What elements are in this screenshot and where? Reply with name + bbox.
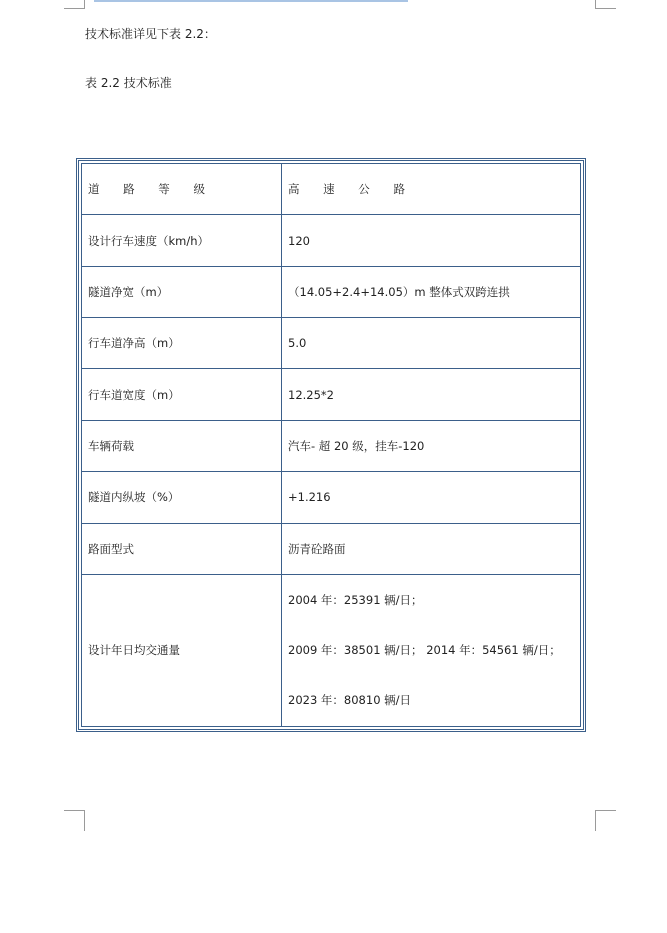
row-label-cell[interactable]: 行车道净高（m） [82,318,282,369]
row-label-cell[interactable]: 行车道宽度（m） [82,369,282,420]
row-label-cell[interactable]: 设计行车速度（km/h） [82,215,282,266]
traffic-line-2023: 2023 年：80810 辆/日 [288,693,412,708]
traffic-line-2009-2014: 2009 年：38501 辆/日； 2014 年：54561 辆/日； [288,643,561,658]
table-row [82,266,581,317]
row-label-cell[interactable]: 车辆荷载 [82,420,282,471]
header-value-cell[interactable]: 高 速 公 路 [282,164,581,215]
margin-corner-bottom-right [595,810,616,831]
traffic-value-cell[interactable] [282,574,581,726]
row-value-cell[interactable]: 12.25*2 [282,369,581,420]
intro-paragraph[interactable]: 技术标准详见下表 2.2： [85,27,216,41]
margin-corner-top-right [595,0,616,9]
table-row [82,215,581,266]
row-label-cell[interactable]: 隧道内纵坡（%） [82,472,282,523]
row-value-cell[interactable]: 沥青砼路面 [282,523,581,574]
technical-standards-table [76,158,586,732]
row-value-cell[interactable]: +1.216 [282,472,581,523]
row-value-cell[interactable]: 120 [282,215,581,266]
row-value-cell[interactable]: 汽车- 超 20 级，挂车-120 [282,420,581,471]
table-caption[interactable]: 表 2.2 技术标准 [85,76,172,90]
row-label-cell[interactable]: 隧道净宽（m） [82,266,282,317]
margin-corner-top-left [64,0,85,9]
table-header-row [82,164,581,215]
traffic-line-2004: 2004 年：25391 辆/日； [288,593,423,608]
table-row [82,523,581,574]
table-row [82,369,581,420]
row-value-cell[interactable]: 5.0 [282,318,581,369]
table-row [82,420,581,471]
table-row [82,318,581,369]
traffic-volume-row [82,574,581,726]
header-label-cell[interactable]: 道 路 等 级 [82,164,282,215]
page-top-edge [94,0,408,2]
traffic-label-cell[interactable]: 设计年日均交通量 [82,574,282,726]
table-row [82,472,581,523]
row-label-cell[interactable]: 路面型式 [82,523,282,574]
row-value-cell[interactable]: （14.05+2.4+14.05）m 整体式双跨连拱 [282,266,581,317]
margin-corner-bottom-left [64,810,85,831]
